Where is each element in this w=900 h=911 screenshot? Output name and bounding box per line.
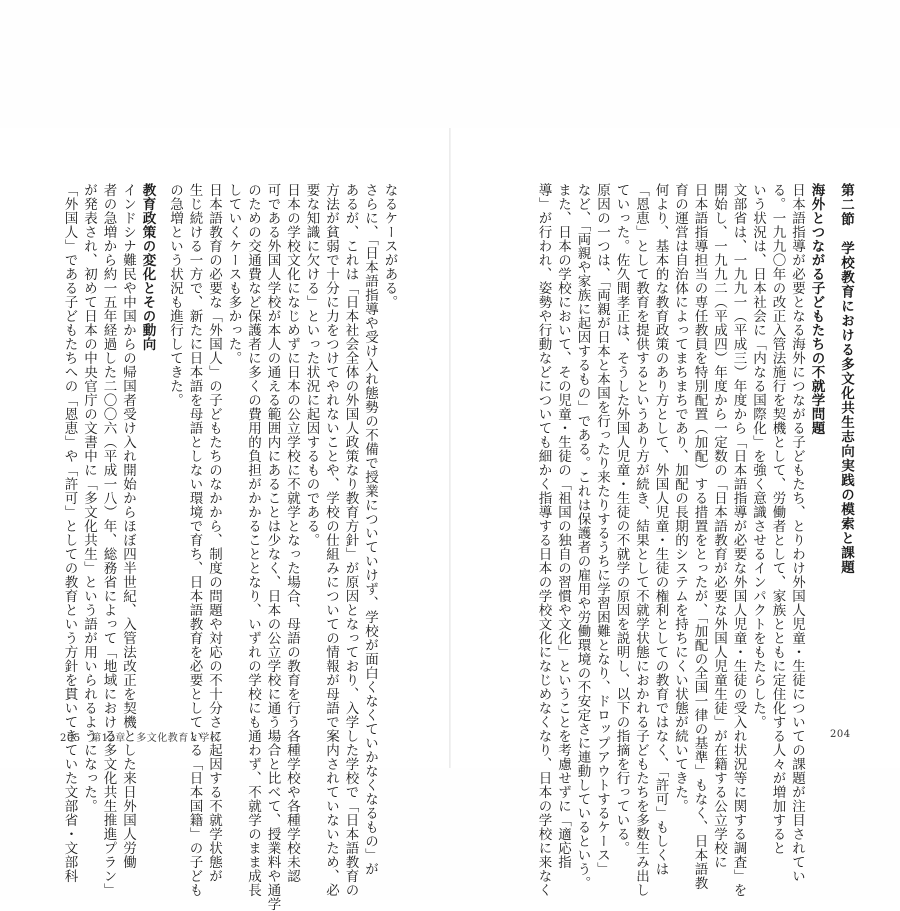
text-line: 「外国人」である子どもたちへの「恩恵」や「許可」としての教育という方針を貫いてきていた文部省・文部科 bbox=[61, 183, 78, 883]
text-line: あるが、これは「日本社会全体の外国人政策なり教育方針」が原因となっており、入学した学校で「日本語教育の bbox=[342, 183, 359, 897]
text-line: 原因の一つは、「両親が日本と本国を行ったり来たりするうちに学習困難となり、ドロップアウトするケース」 bbox=[594, 183, 610, 877]
text-line: 何より、基本的な教育政策のあり方として、外国人児童・生徒の権利としての教育ではなく、「許可」もしくは bbox=[652, 183, 669, 877]
text-line: 育の運営は自治体によってまちまちであり、加配の長期的システムを持ちにくい状態が続いてきた。 bbox=[672, 183, 688, 813]
text-line: る。一九九〇年の改正入管法施行を契機として、労働者として、家族とともに定住化する人々が増加すると bbox=[769, 183, 786, 855]
text-line: の急増という状況も進行してきた。 bbox=[167, 183, 183, 407]
sub-heading: 教育政策の変化とその動向 bbox=[139, 183, 156, 351]
text-line: など、「両親や家族に起因するもの」である。これは保護者の雇用や労働環境の不安定さに連動しているという。 bbox=[574, 183, 591, 891]
text-line: 「恩恵」として教育を提供するというあり方が続き、結果として不就学状態におかれる子どもたちを多数生み出し bbox=[633, 183, 649, 897]
text-line: 日本語指導担当の専任教員を特別配置（加配）する措置をとったが、「加配の全国一律の基準」もなく、日本語教 bbox=[691, 183, 708, 891]
text-line: インドシナ難民や中国からの帰国者受け入れ開始からほぼ四半世紀、入管法改正を契機とした来日外国人労働 bbox=[120, 183, 136, 869]
section-heading: 第二節 学校教育における多文化共生志向実践の模索と課題 bbox=[838, 183, 854, 575]
text-line: 日本の学校文化になじめずに日本の公立学校に不就学となった場合、母語の教育を行う各種学校や各種学校未認 bbox=[284, 183, 300, 883]
text-line: 方法が貧弱で十分に力をつけてやれないことや、学校の仕組みについての情報が母語で案内されていないため、必 bbox=[323, 183, 339, 897]
text-line: 要な知識に欠ける」といった状況に起因するものである。 bbox=[303, 183, 320, 547]
text-line: なるケースがある。 bbox=[381, 183, 398, 309]
text-line: 文部省は、一九九一（平成三）年度から「日本語指導が必要な外国人児童・生徒の受入れ状況等に関する調査」を bbox=[730, 183, 747, 897]
sub-heading: 海外とつながる子どもたちの不就学問題 bbox=[808, 183, 825, 435]
text-line: さらに、「日本語指導や受け入れ態勢の不備で授業についていけず、学校が面白くなくていかなくなるもの」が bbox=[362, 183, 378, 877]
text-line: していくケースも多かった。 bbox=[225, 183, 242, 365]
text-line: 生じ続ける一方で、新たに日本語を母語としない環境で育ち、日本語教育を必要としている「日本国籍」の子ども bbox=[186, 183, 203, 897]
text-line: 日本語教育の必要な「外国人」の子どもたちのなかから、制度の問題や対応の不十分さに起因する不就学状態が bbox=[206, 183, 222, 883]
text-line: 日本語指導が必要となる海外につながる子どもたち、とりわけ外国人児童・生徒についての課題が注目されてい bbox=[789, 183, 805, 883]
text-line: 導」が行われ、姿勢や行動などについても細かく指導する日本の学校文化になじめなくなり、日本の学校に来なく bbox=[535, 183, 552, 897]
text-line: いう状況は、日本社会に「内なる国際化」を強く意識させるインパクトをもたらした。 bbox=[750, 183, 766, 729]
text-line: が発表され、初めて日本の中央官庁の文書中に「多文化共生」という語が用いられるようになった。 bbox=[81, 183, 97, 813]
gutter bbox=[449, 128, 451, 768]
text-line: 者の急増から約一五年経過した二〇〇六（平成一八）年、総務省によって「地域における多文化共生推進プラン」 bbox=[100, 183, 117, 897]
text-line: 開始し、一九九二（平成四）年度から一定数の「日本語教育が必要な外国人児童生徒」が在籍する公立学校に bbox=[711, 183, 727, 869]
page-number-right: 204 bbox=[830, 729, 851, 740]
text-line: のための交通費など保護者に多くの費用的負担がかかることとなり、いずれの学校にも通わず、不就学のまま成長 bbox=[245, 183, 261, 897]
text-line: 可である外国人学校が本人の通える範囲内にあることは少なく、日本の公立学校に通う場合と比べて、授業料や通学 bbox=[264, 183, 281, 911]
text-line: また、日本の学校において、その児童・生徒の「祖国の独自の習慣や文化」ということを考慮せずに「適応指 bbox=[555, 183, 571, 869]
text-line: ていった。佐久間孝正は、そうした外国人児童・生徒の不就学の原因を説明し、以下の指摘を行っている。 bbox=[613, 183, 630, 855]
page-number-left: 205 第12章 多文化教育と学校 bbox=[60, 733, 221, 744]
